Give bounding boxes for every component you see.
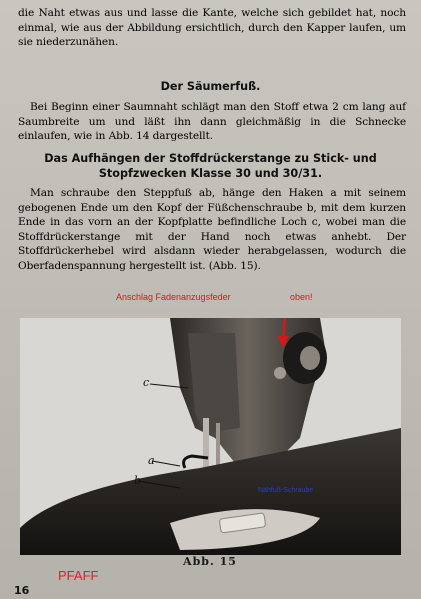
label-a: a xyxy=(148,454,155,467)
paragraph-saeumerfuss: Bei Beginn einer Saumnaht schlägt man den Stoff etwa 2 cm lang auf Saumbreite um und läßt ihn dann gleichmäßig in die Schnecke einlaufen, wie in Abb. 14 dargestellt. xyxy=(18,101,406,143)
label-c: c xyxy=(143,376,150,389)
brand-watermark: PFAFF xyxy=(58,568,99,583)
heading-saeumerfuss: Der Säumerfuß. xyxy=(160,80,261,93)
page-number: 16 xyxy=(14,584,30,597)
label-b: b xyxy=(134,474,142,487)
paragraph-instructions: Man schraube den Steppfuß ab, hänge den Haken a mit seinem gebogenen Ende um den Kopf der Füßchenschraube b, mit dem kurzen Ende in das vorn an der Kopfplatte befindliche Loch c, wobei man die Stoffdrückerstange mit der Hand noch etwas anhebt. Der Stoffdrückerhebel wird alsdann wieder herabgelassen, wodurch die Oberfadenspannung hergestellt ist. (Abb. 15). xyxy=(18,187,406,272)
annotation-oben: oben! xyxy=(290,292,313,302)
blue-annotation: Nähfuß-Schraube xyxy=(258,487,314,494)
annotation-fadenanzugsfeder: Anschlag Fadenanzugsfeder xyxy=(116,292,231,302)
paragraph-intro: die Naht etwas aus und lasse die Kante, welche sich gebildet hat, noch einmal, wie aus der Abbildung ersichtlich, durch den Kapper laufen, um sie niederzunähen. xyxy=(18,7,406,49)
heading-stoffdrueckerstange: Das Aufhängen der Stoffdrückerstange zu Stick- und Stopfzwecken Klasse 30 und 30/31. xyxy=(44,152,377,180)
figure-caption: Abb. 15 xyxy=(183,555,237,568)
machine-illustration xyxy=(20,318,401,555)
sewing-machine-photo xyxy=(20,318,401,555)
